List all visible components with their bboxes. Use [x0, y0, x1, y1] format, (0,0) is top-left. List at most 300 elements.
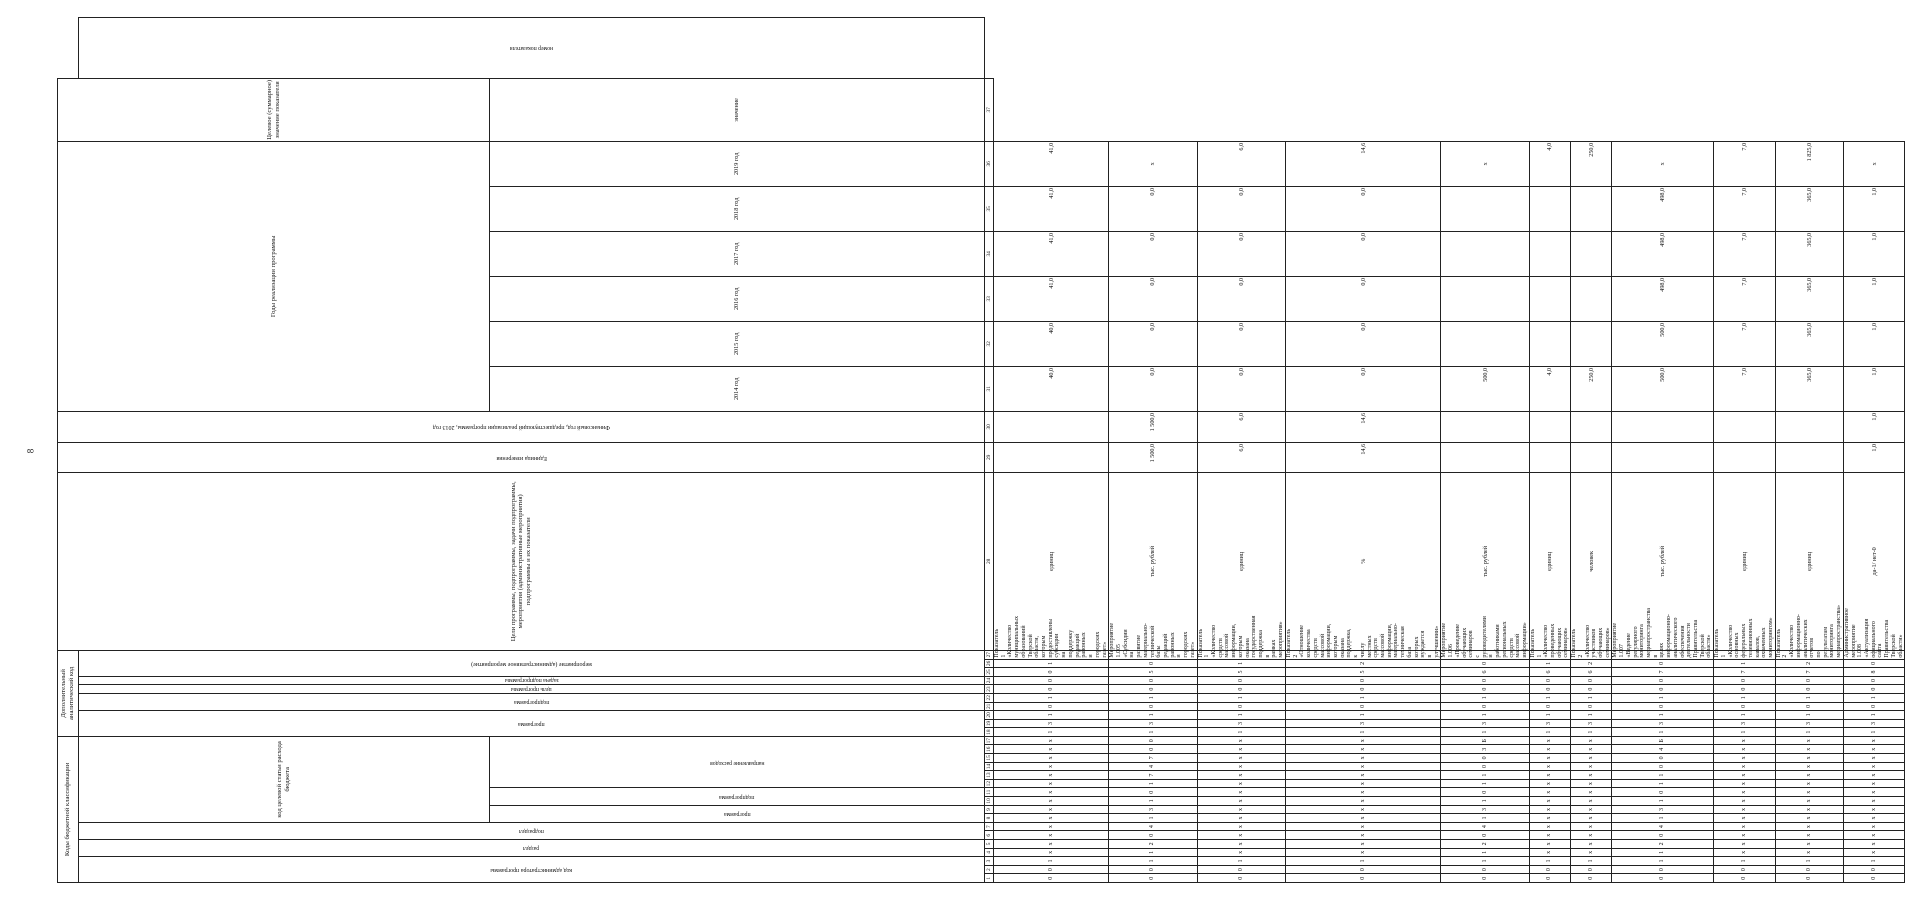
code-digit: 0	[1775, 865, 1843, 874]
code-digit: 0	[1612, 676, 1714, 685]
code-digit: х	[1197, 805, 1285, 814]
row-year-value: 0,0	[1285, 231, 1441, 276]
code-digit: 5	[1285, 668, 1441, 677]
table-row	[1843, 18, 1904, 883]
column-number: 23	[985, 686, 992, 692]
code-digit: х	[1775, 762, 1843, 771]
code-digit: х	[1571, 814, 1612, 823]
code-digit: 0	[1441, 659, 1529, 668]
code-digit: 1	[1109, 857, 1197, 866]
row-year-value: 0,0	[1197, 276, 1285, 321]
subsection-header-text: подраздел	[519, 828, 544, 835]
code-digit: 0	[1775, 874, 1843, 883]
row-unit: тыс. рублей	[1441, 472, 1529, 650]
row-unit: единиц	[1775, 472, 1843, 650]
row-year-value	[1571, 186, 1612, 231]
code-digit: 1	[1714, 728, 1775, 737]
row-year-value	[1529, 186, 1570, 231]
code-digit: 1	[1612, 711, 1714, 720]
code-digit: Б	[1612, 736, 1714, 745]
code-digit: 1	[1612, 797, 1714, 806]
code-digit: 7	[1109, 771, 1197, 780]
code-digit: х	[1714, 814, 1775, 823]
code-digit: х	[1571, 822, 1612, 831]
row-name: Показатель 1 «Количество муниципальных образований Тверской области, которым предоставлены субсидии на поддержку редакций районных и городских газет»	[994, 616, 1108, 658]
code-digit: 6	[1571, 668, 1612, 677]
code-digit: 1	[994, 728, 1109, 737]
header-row-1	[58, 18, 79, 883]
code-digit: х	[994, 848, 1109, 857]
code-digit: х	[1571, 736, 1612, 745]
code-digit: х	[1571, 848, 1612, 857]
column-number: 26	[985, 660, 992, 667]
code-digit: 1	[1441, 779, 1529, 788]
code-digit: х	[994, 771, 1109, 780]
row-year-value: 7,0	[1714, 366, 1775, 411]
code-digit: 1	[1529, 728, 1570, 737]
column-number: 10	[985, 798, 992, 804]
admin-code-header-text: код администратора программы	[490, 867, 573, 874]
code-digit: х	[1285, 797, 1441, 806]
code-digit: х	[1197, 848, 1285, 857]
column-number: 28	[985, 472, 994, 650]
row-prev-year	[1775, 442, 1843, 472]
code-digit: 3	[1109, 719, 1197, 728]
row-year-value: 0,0	[1109, 231, 1197, 276]
additional-code-header: Дополнительный аналитический код	[58, 650, 79, 736]
code-digit: 3	[1109, 805, 1197, 814]
column-number: 7	[985, 822, 994, 831]
row-year-value: 6,0	[1197, 411, 1285, 442]
code-digit: х	[1197, 822, 1285, 831]
code-digit: 0	[1843, 685, 1904, 694]
code-digit: 0	[1612, 754, 1714, 763]
code-digit: 1	[994, 659, 1109, 668]
code-digit: х	[1775, 745, 1843, 754]
code-digit: 1	[994, 693, 1109, 702]
code-digit: х	[1775, 788, 1843, 797]
activity-header	[79, 650, 985, 676]
column-number: 11	[985, 789, 992, 795]
code-digit: х	[1529, 754, 1570, 763]
column-number: 16	[985, 746, 992, 752]
indicator-number-header	[79, 18, 985, 79]
code-digit: 2	[1571, 659, 1612, 668]
code-digit: 1	[1775, 711, 1843, 720]
row-year-value: 0,0	[1197, 321, 1285, 366]
code-digit: х	[994, 797, 1109, 806]
code-digit: 1	[1529, 711, 1570, 720]
row-year-value: 40,0	[994, 321, 1109, 366]
code-digit: 1	[1109, 693, 1197, 702]
code-digit: 1	[1529, 857, 1570, 866]
code-digit: 1	[1714, 711, 1775, 720]
code-digit: 3	[1775, 719, 1843, 728]
code-digit: х	[1285, 788, 1441, 797]
year-header-2014: 2014 год	[490, 366, 985, 411]
code-digit: х	[1843, 771, 1904, 780]
row-target: 7,0	[1714, 141, 1775, 186]
row-target: х	[1843, 141, 1904, 186]
code-digit: 0	[1571, 702, 1612, 711]
row-year-value	[994, 411, 1109, 442]
row-year-value	[1571, 411, 1612, 442]
row-year-value: 1,0	[1843, 321, 1904, 366]
year-header-2017: 2017 год	[490, 231, 985, 276]
row-year-value: 0,0	[1285, 276, 1441, 321]
code-digit: х	[1571, 831, 1612, 840]
row-year-value: 250,0	[1571, 366, 1612, 411]
row-target: х	[1109, 141, 1197, 186]
code-digit: х	[1571, 840, 1612, 849]
row-year-value: 41,0	[994, 276, 1109, 321]
code-digit: х	[1529, 771, 1570, 780]
row-year-value: 0,0	[1285, 321, 1441, 366]
code-digit: х	[1571, 779, 1612, 788]
code-digit: 4	[1441, 822, 1529, 831]
row-unit: единиц	[994, 472, 1109, 650]
section-header	[79, 840, 985, 857]
row-year-value: 0,0	[1197, 186, 1285, 231]
row-name: Показатель 2 «Количество информационно-аналитических отчетов по результатам мониторинга медиапространства»	[1775, 605, 1843, 658]
code-digit: х	[1843, 736, 1904, 745]
row-year-value: 40,0	[994, 366, 1109, 411]
code-digit: 0	[1529, 702, 1570, 711]
code-digit: 0	[1775, 702, 1843, 711]
code-digit: 0	[1843, 874, 1904, 883]
table-row	[1775, 18, 1843, 883]
code-digit: х	[1843, 745, 1904, 754]
code-digit: х	[1529, 822, 1570, 831]
code-digit: 0	[1714, 676, 1775, 685]
code-digit: х	[1197, 762, 1285, 771]
code-digit: х	[1714, 754, 1775, 763]
row-year-value: 500,0	[1612, 321, 1714, 366]
add-program-header-text: программа	[518, 720, 545, 727]
code-digit: х	[1285, 822, 1441, 831]
code-digit: 0	[1714, 865, 1775, 874]
code-digit: 0	[1612, 865, 1714, 874]
row-year-value: 365,0	[1775, 366, 1843, 411]
code-digit: 1	[1843, 857, 1904, 866]
row-year-value	[1529, 276, 1570, 321]
row-target: 4,0	[1529, 141, 1570, 186]
code-digit: х	[1843, 814, 1904, 823]
unit-header	[58, 442, 985, 472]
code-digit: 0	[1109, 736, 1197, 745]
code-digit: х	[1571, 797, 1612, 806]
code-digit: 1	[1714, 857, 1775, 866]
code-digit: 0	[1612, 788, 1714, 797]
column-number: 4	[985, 848, 994, 857]
code-digit: 3	[1441, 805, 1529, 814]
row-year-value: 0,0	[1109, 186, 1197, 231]
row-name: Показатель 1 «Количество средств массовой информации, которым оказана государственная поддержка в рамках мероприятия»	[1197, 615, 1285, 658]
code-digit: х	[1529, 788, 1570, 797]
expense-code-header: код целевой статьи расхода бюджета	[79, 736, 490, 822]
column-number: 3	[985, 857, 994, 866]
code-digit: 1	[1109, 797, 1197, 806]
code-digit: х	[1285, 840, 1441, 849]
unit-header-text: Единица измерения	[495, 454, 547, 461]
code-digit: 3	[1612, 719, 1714, 728]
column-number: 34	[985, 231, 994, 276]
code-digit: х	[1714, 831, 1775, 840]
code-digit: 1	[1571, 693, 1612, 702]
code-digit: 1	[1571, 728, 1612, 737]
code-digit: 3	[1197, 719, 1285, 728]
row-year-value	[1571, 321, 1612, 366]
code-digit: 0	[1571, 874, 1612, 883]
code-digit: х	[1775, 805, 1843, 814]
column-number: 9	[985, 805, 994, 814]
code-digit: 1	[1612, 728, 1714, 737]
row-year-value	[1441, 186, 1529, 231]
page-number: 8	[25, 448, 36, 454]
code-digit: х	[1843, 779, 1904, 788]
code-digit: 0	[1285, 702, 1441, 711]
code-digit: х	[994, 779, 1109, 788]
row-prev-year	[994, 442, 1109, 472]
row-prev-year: 14,6	[1285, 442, 1441, 472]
row-name: Показатель 2 «Отношение количества средств массовой информации, которым оказана поддержка, к числу местных средств массовой информации, материально-техническая база которых нуждается в улучшении»	[1285, 623, 1440, 658]
code-digit: 0	[1285, 676, 1441, 685]
table-row	[1529, 18, 1570, 883]
row-year-value	[1529, 411, 1570, 442]
code-digit: 1	[1843, 693, 1904, 702]
column-number: 19	[985, 720, 992, 727]
code-digit: 0	[1441, 831, 1529, 840]
code-digit: 0	[1285, 874, 1441, 883]
row-year-value	[1441, 276, 1529, 321]
column-number: 33	[985, 276, 994, 321]
code-digit: х	[1714, 779, 1775, 788]
code-digit: х	[1529, 736, 1570, 745]
row-year-value: 7,0	[1714, 231, 1775, 276]
code-digit: х	[1529, 814, 1570, 823]
column-number: 2	[985, 865, 994, 874]
code-digit: 3	[1714, 719, 1775, 728]
code-digit: 0	[1441, 788, 1529, 797]
code-digit: 1	[1441, 693, 1529, 702]
subprogram-header-text: подпрограмма	[719, 793, 755, 800]
code-digit: 5	[1197, 668, 1285, 677]
year-header-2015: 2015 год	[490, 321, 985, 366]
code-digit: х	[1843, 797, 1904, 806]
table-row	[994, 18, 1109, 883]
row-name: Мероприятие 1.005 «Субсидии на развитие материально-технической базы редакций районных и городских газет»	[1109, 622, 1196, 658]
code-digit: х	[1285, 831, 1441, 840]
code-digit: х	[1197, 797, 1285, 806]
row-prev-year	[1571, 442, 1612, 472]
code-digit: 4	[1109, 762, 1197, 771]
code-digit: х	[994, 822, 1109, 831]
code-digit: 1	[1529, 659, 1570, 668]
row-year-value: 41,0	[994, 186, 1109, 231]
row-target: 1 825,0	[1775, 141, 1843, 186]
code-digit: 0	[1529, 874, 1570, 883]
row-year-value: 365,0	[1775, 231, 1843, 276]
code-digit: 6	[1441, 668, 1529, 677]
row-unit: тыс. рублей	[1109, 472, 1197, 650]
code-digit: х	[1571, 754, 1612, 763]
row-target: 250,0	[1571, 141, 1612, 186]
code-digit: х	[1714, 822, 1775, 831]
row-year-value: 498,0	[1612, 276, 1714, 321]
code-digit: Б	[1441, 736, 1529, 745]
code-digit: х	[994, 805, 1109, 814]
row-year-value	[1441, 231, 1529, 276]
column-number: 22	[985, 695, 992, 701]
column-number: 24	[985, 677, 992, 684]
row-year-value: 14,6	[1285, 411, 1441, 442]
code-digit: 1	[1612, 814, 1714, 823]
row-unit: человек	[1571, 472, 1612, 650]
row-unit: единиц	[1529, 472, 1570, 650]
row-name: Административное мероприятие 1.008 «Актуализация официального сайта Правительства Тверской области»	[1843, 608, 1904, 658]
column-number: 25	[985, 669, 992, 675]
row-year-value: 498,0	[1612, 231, 1714, 276]
row-unit: единиц	[1197, 472, 1285, 650]
row-prev-year: 1 500,0	[1109, 442, 1197, 472]
budget-classification-header: Коды бюджетной классификации	[58, 736, 79, 882]
code-digit: х	[1775, 822, 1843, 831]
code-digit: х	[1285, 848, 1441, 857]
code-digit: х	[1843, 840, 1904, 849]
code-digit: 0	[1197, 865, 1285, 874]
code-digit: 0	[1197, 874, 1285, 883]
code-digit: 4	[1612, 822, 1714, 831]
code-digit: 0	[1109, 874, 1197, 883]
code-digit: 1	[1285, 693, 1441, 702]
code-digit: 0	[1571, 865, 1612, 874]
code-digit: 1	[1571, 711, 1612, 720]
code-digit: 1	[1285, 728, 1441, 737]
code-digit: 1	[1775, 857, 1843, 866]
column-number: 8	[985, 814, 994, 823]
code-digit: 1	[1612, 771, 1714, 780]
table-row	[1441, 18, 1529, 883]
code-digit: 0	[1197, 685, 1285, 694]
code-digit: 0	[994, 865, 1109, 874]
code-digit: х	[1197, 840, 1285, 849]
column-number: 15	[985, 755, 992, 761]
row-year-value: 0,0	[1285, 366, 1441, 411]
column-number: 14	[985, 763, 992, 770]
code-digit: 0	[1441, 762, 1529, 771]
code-digit: х	[994, 840, 1109, 849]
code-digit: 0	[994, 676, 1109, 685]
row-year-value	[1775, 411, 1843, 442]
code-digit: х	[1775, 848, 1843, 857]
row-year-value: 1,0	[1843, 231, 1904, 276]
code-digit: х	[1775, 840, 1843, 849]
row-year-value	[1441, 411, 1529, 442]
code-digit: х	[1714, 805, 1775, 814]
rotated-table-container	[57, 17, 1904, 883]
row-year-value: 41,0	[994, 231, 1109, 276]
code-digit: 0	[1109, 676, 1197, 685]
row-year-value: 1,0	[1843, 186, 1904, 231]
column-number: 29	[985, 442, 994, 472]
code-digit: 3	[994, 719, 1109, 728]
code-digit: х	[1529, 805, 1570, 814]
code-digit: 0	[1612, 685, 1714, 694]
code-digit: х	[1197, 754, 1285, 763]
code-digit: 7	[1714, 668, 1775, 677]
code-digit: 0	[1775, 685, 1843, 694]
code-digit: х	[1714, 848, 1775, 857]
code-digit: 7	[1612, 668, 1714, 677]
subsection-header	[79, 822, 985, 839]
code-digit: 0	[1571, 676, 1612, 685]
code-digit: 0	[994, 702, 1109, 711]
code-digit: х	[994, 745, 1109, 754]
row-target: х	[1612, 141, 1714, 186]
code-digit: х	[1714, 771, 1775, 780]
code-digit: 2	[1612, 840, 1714, 849]
code-digit: 3	[1441, 719, 1529, 728]
code-digit: х	[1285, 771, 1441, 780]
row-unit: тыс. рублей	[1612, 472, 1714, 650]
code-digit: 1	[1612, 693, 1714, 702]
row-year-value	[1571, 231, 1612, 276]
code-digit: х	[994, 831, 1109, 840]
code-digit: х	[1843, 754, 1904, 763]
direction-header-text: направление расходов	[709, 759, 765, 766]
row-target: 14,6	[1285, 141, 1441, 186]
add-subprogram-header-text: подпрограмма	[513, 699, 550, 706]
row-year-value	[1529, 231, 1570, 276]
code-digit: х	[1285, 745, 1441, 754]
code-digit: 1	[1109, 711, 1197, 720]
code-digit: 1	[1714, 693, 1775, 702]
code-digit: х	[994, 754, 1109, 763]
value-header: значение	[490, 78, 985, 141]
row-year-value: 0,0	[1109, 366, 1197, 411]
table-row	[1197, 18, 1285, 883]
code-digit: х	[1714, 736, 1775, 745]
code-digit: х	[1197, 779, 1285, 788]
activity-header-text: мероприятие (административное мероприятие)	[471, 660, 592, 667]
code-digit: 1	[1441, 797, 1529, 806]
code-digit: 0	[1109, 745, 1197, 754]
code-digit: 8	[1843, 668, 1904, 677]
column-number: 5	[985, 840, 994, 849]
indicator-number-header-text: номер показателя	[509, 45, 554, 52]
code-digit: 0	[1285, 865, 1441, 874]
row-target: 6,0	[1197, 141, 1285, 186]
code-digit: 1	[1775, 693, 1843, 702]
row-prev-year	[1529, 442, 1570, 472]
row-unit: единиц	[1714, 472, 1775, 650]
code-digit: х	[1775, 779, 1843, 788]
code-digit: 1	[1529, 693, 1570, 702]
code-digit: х	[1775, 797, 1843, 806]
code-digit: 0	[1441, 685, 1529, 694]
code-digit: х	[1714, 840, 1775, 849]
code-digit: 1	[1571, 857, 1612, 866]
subprogram-header	[490, 788, 985, 805]
code-digit: 0	[1571, 685, 1612, 694]
row-year-value: 0,0	[1109, 276, 1197, 321]
row-year-value: 498,0	[1612, 186, 1714, 231]
code-digit: х	[1529, 745, 1570, 754]
code-digit: 0	[1441, 874, 1529, 883]
code-digit: х	[1285, 814, 1441, 823]
column-number: 13	[985, 772, 992, 778]
code-digit: 0	[1843, 676, 1904, 685]
